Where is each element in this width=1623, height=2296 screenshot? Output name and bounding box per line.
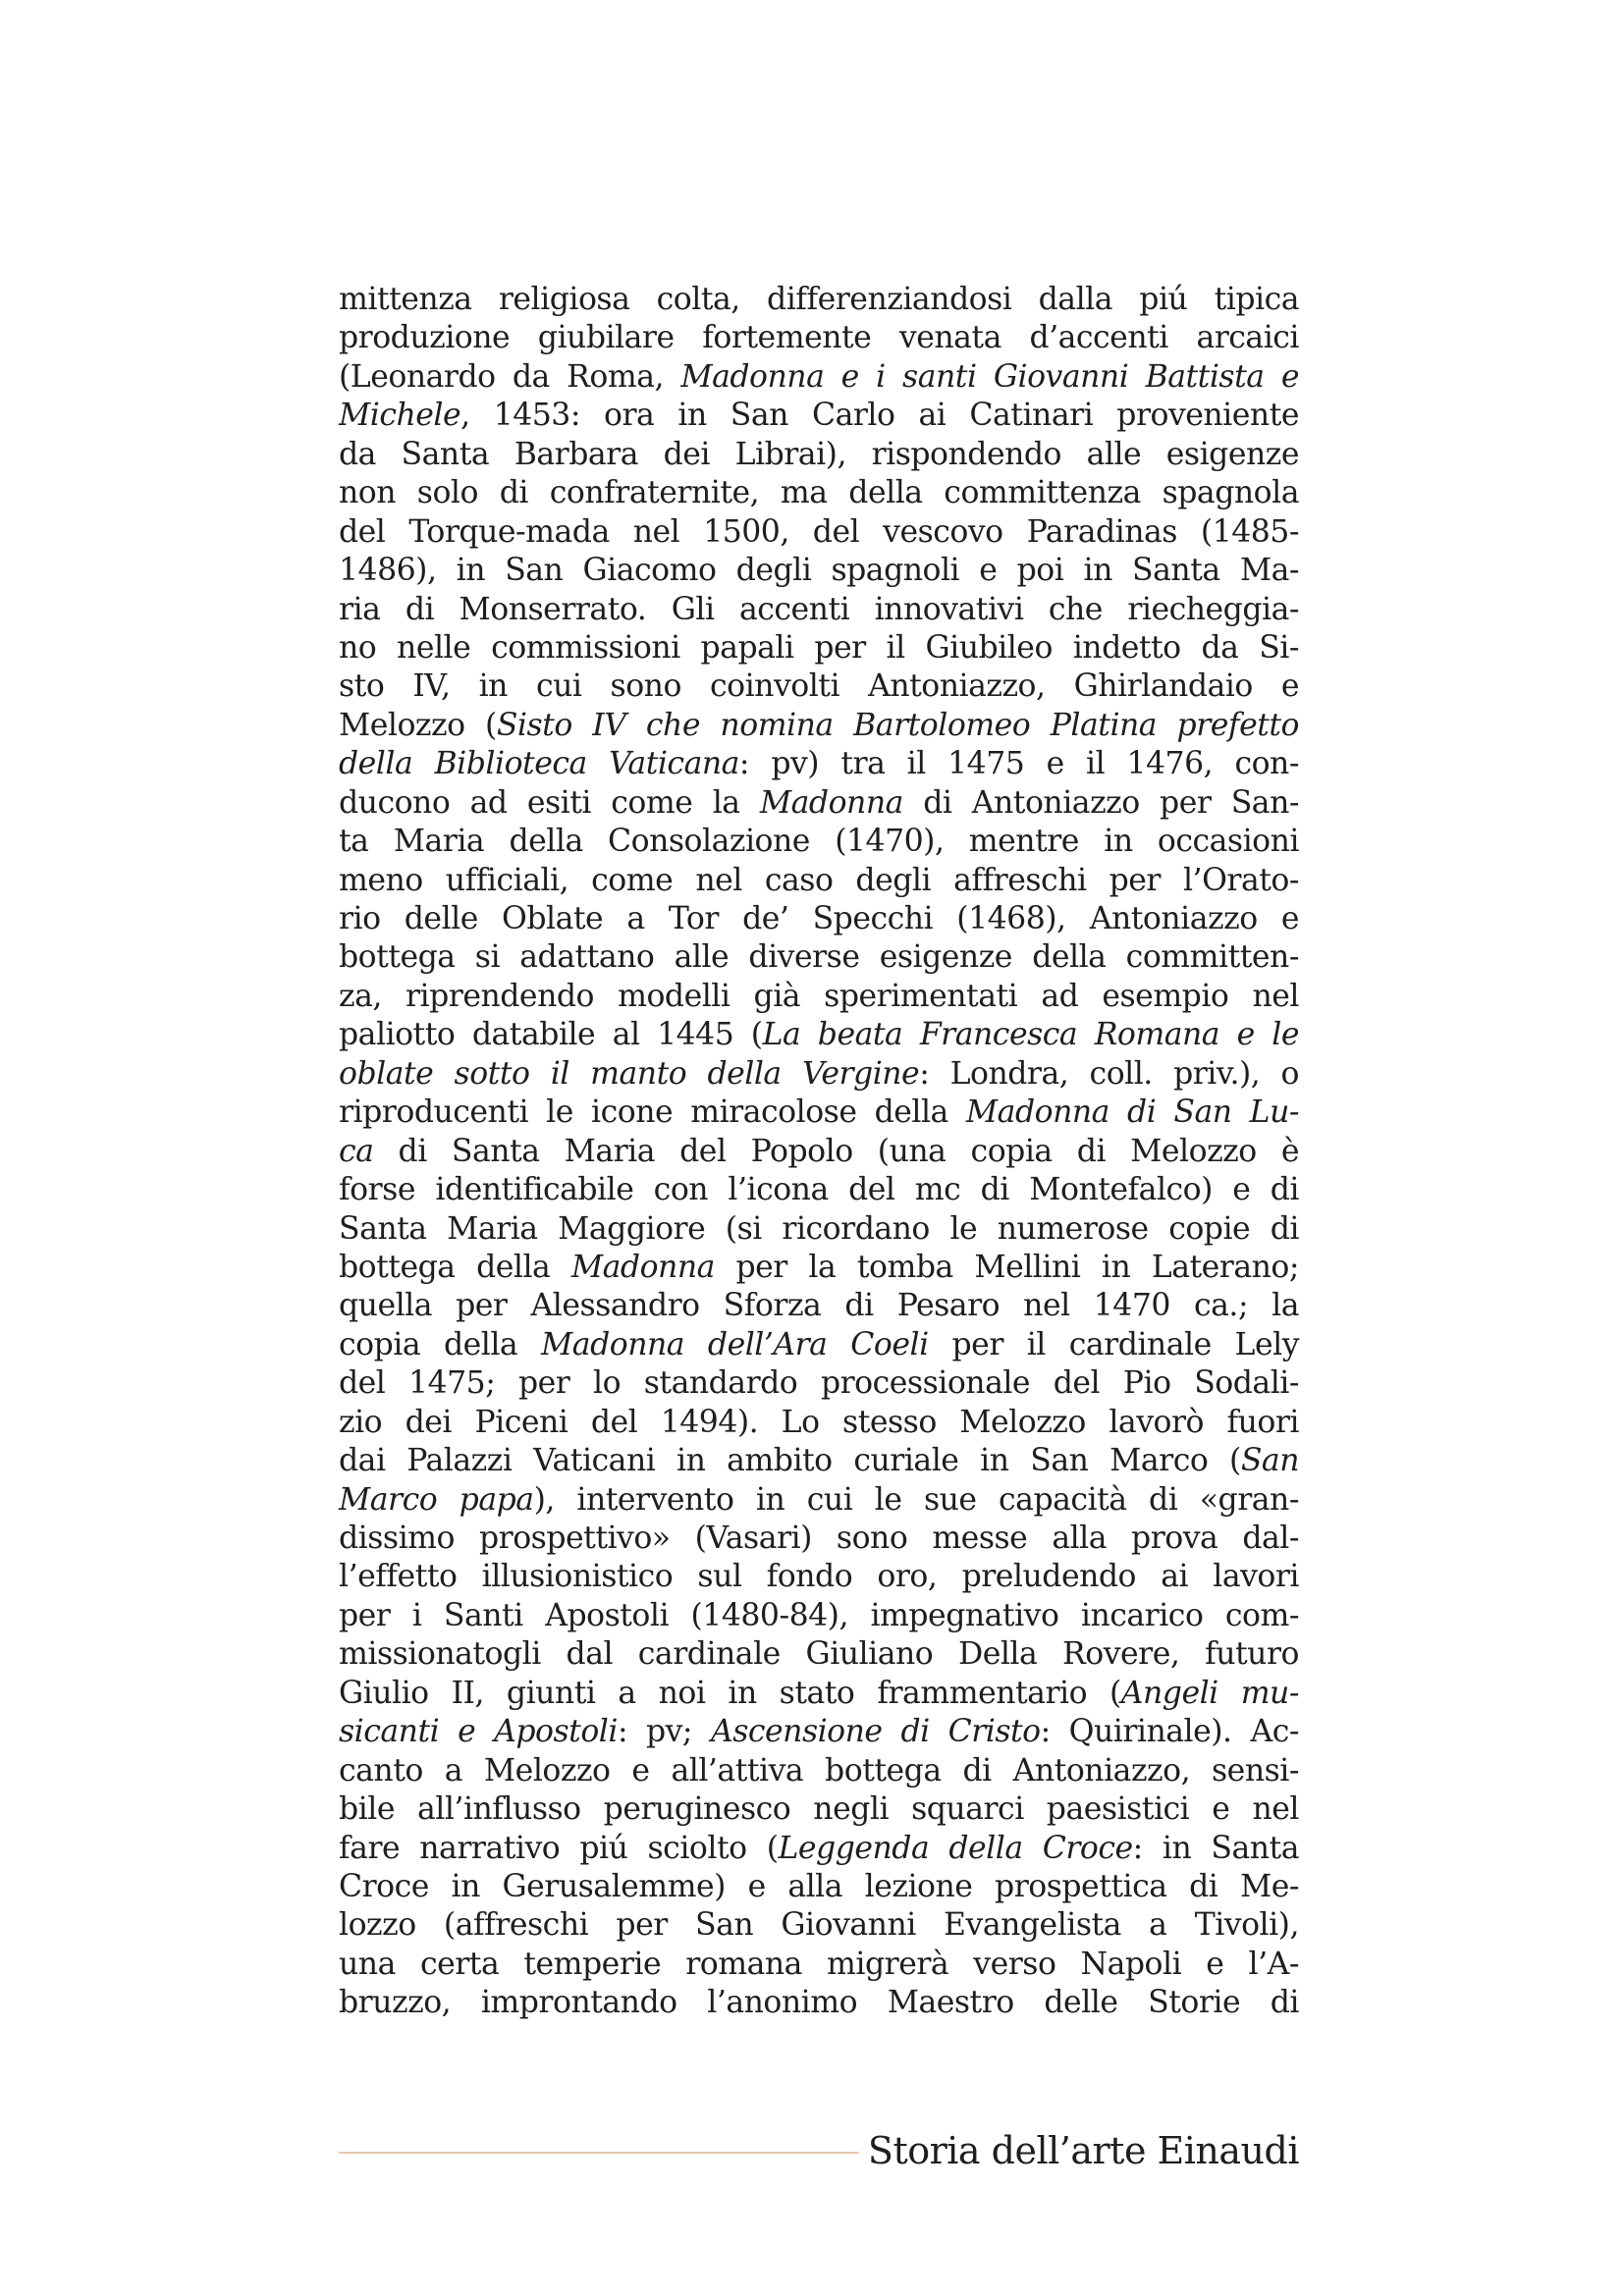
text-line — [339, 436, 1299, 474]
text-segment: za, riprendendo modelli già sperimentati ad esempio nel — [339, 978, 1299, 1014]
text-segment: sto IV, in cui sono coinvolti Antoniazzo, Ghirlandaio e — [339, 668, 1299, 705]
italic-segment: Leggenda della Croce — [778, 1830, 1133, 1866]
text-segment: ducono ad esiti come la — [339, 784, 760, 821]
text-line — [339, 1249, 1299, 1287]
italic-segment: Madonna — [570, 1249, 715, 1285]
text-segment: una certa temperie romana migrerà verso Napoli e l’A- — [339, 1946, 1299, 1982]
text-segment: di Antoniazzo per San- — [902, 784, 1300, 821]
text-segment: forse identificabile con l’icona del mc di Montefalco) e di — [339, 1172, 1299, 1208]
text-segment: bruzzo, improntando l’anonimo Maestro delle Storie di — [339, 1985, 1299, 2021]
text-line — [339, 1287, 1299, 1325]
text-line — [339, 397, 1299, 435]
text-segment: no nelle commissioni papali per il Giubileo indetto da Si- — [339, 629, 1299, 666]
footer-title: Storia dell’arte Einaudi — [867, 2129, 1299, 2172]
text-segment: di Santa Maria del Popolo (una copia di Melozzo è — [373, 1133, 1299, 1169]
text-segment: : Quirinale). Ac- — [1040, 1714, 1299, 1750]
text-segment: copia della — [339, 1326, 542, 1362]
text-line — [339, 358, 1299, 397]
text-line — [339, 1520, 1299, 1558]
text-line — [339, 1635, 1299, 1674]
text-segment: per i Santi Apostoli (1480-84), impegnativo incarico com- — [339, 1597, 1299, 1633]
italic-segment: Madonna dell’Ara Coeli — [541, 1326, 929, 1362]
text-line — [339, 1055, 1299, 1094]
text-line — [339, 281, 1299, 319]
text-line — [339, 319, 1299, 357]
text-line — [339, 591, 1299, 629]
text-segment: Croce in Gerusalemme) e alla lezione prospettica di Me- — [339, 1868, 1299, 1904]
text-line — [339, 667, 1299, 706]
text-segment: l’effetto illusionistico sul fondo oro, preludendo ai lavori — [339, 1559, 1299, 1595]
text-line — [339, 1558, 1299, 1596]
italic-segment: Ascensione di Cristo — [710, 1714, 1041, 1750]
text-line — [339, 1752, 1299, 1790]
text-line — [339, 938, 1299, 977]
text-line — [339, 1171, 1299, 1209]
italic-segment: sicanti e Apostoli — [339, 1714, 618, 1750]
text-line — [339, 1404, 1299, 1442]
text-segment: del Torque-mada nel 1500, del vescovo Paradinas (1485- — [339, 513, 1299, 550]
text-line — [339, 1946, 1299, 1984]
text-line — [339, 900, 1299, 938]
text-segment: meno ufficiali, come nel caso degli affreschi per l’Orato- — [339, 862, 1299, 898]
text-segment: missionatogli dal cardinale Giuliano Della Rovere, futuro — [339, 1636, 1299, 1673]
text-line — [339, 1597, 1299, 1635]
text-segment: : pv) tra il 1475 e il 1476, con- — [738, 746, 1299, 782]
text-segment: del 1475; per lo standardo processionale del Pio Sodali- — [339, 1365, 1299, 1402]
text-line — [339, 823, 1299, 861]
text-line — [339, 707, 1299, 745]
text-line — [339, 1984, 1299, 2022]
italic-segment: Madonna e i santi Giovanni Battista e — [680, 358, 1299, 395]
text-line — [339, 1364, 1299, 1403]
text-segment: (Leonardo da Roma, — [339, 358, 681, 395]
italic-segment: Angeli mu- — [1120, 1675, 1299, 1711]
text-line — [339, 1790, 1299, 1829]
text-segment: ta Maria della Consolazione (1470), mentre in occasioni — [339, 824, 1299, 860]
text-segment: Santa Maria Maggiore (si ricordano le numerose copie di — [339, 1210, 1299, 1247]
footer-rule — [339, 2152, 859, 2154]
text-line — [339, 513, 1299, 552]
text-segment: rio delle Oblate a Tor de’ Specchi (1468), Antoniazzo e — [339, 901, 1299, 936]
text-line — [339, 1830, 1299, 1868]
text-segment: dai Palazzi Vaticani in ambito curiale in San Marco ( — [339, 1443, 1241, 1479]
text-line — [339, 1442, 1299, 1480]
text-segment: paliotto databile al 1445 ( — [339, 1017, 763, 1053]
text-segment: bottega della — [339, 1249, 571, 1285]
text-line — [339, 1481, 1299, 1520]
text-line — [339, 784, 1299, 823]
italic-segment: oblate sotto il manto della Vergine — [339, 1055, 920, 1092]
text-line — [339, 1713, 1299, 1751]
text-line — [339, 629, 1299, 667]
italic-segment: ca — [339, 1133, 374, 1169]
text-line — [339, 474, 1299, 512]
text-line — [339, 1675, 1299, 1713]
text-line — [339, 1210, 1299, 1249]
text-line — [339, 1326, 1299, 1364]
italic-segment: Madonna di San Lu- — [965, 1095, 1299, 1131]
text-segment: quella per Alessandro Sforza di Pesaro nel 1470 ca.; la — [339, 1288, 1299, 1324]
text-line — [339, 1906, 1299, 1945]
text-segment: bile all’influsso peruginesco negli squarci paesistici e nel — [339, 1791, 1299, 1828]
text-segment: riproducenti le icone miracolose della — [339, 1095, 966, 1131]
body-text — [339, 281, 1299, 2023]
text-segment: produzione giubilare fortemente venata d’accenti arcaici — [339, 320, 1299, 356]
italic-segment: Michele — [339, 398, 461, 434]
text-line — [339, 862, 1299, 900]
text-segment: canto a Melozzo e all’attiva bottega di Antoniazzo, sensi- — [339, 1752, 1299, 1789]
text-segment: non solo di confraternite, ma della committenza spagnola — [339, 475, 1299, 511]
text-segment: per il cardinale Lely — [928, 1326, 1299, 1362]
text-segment: : pv; — [617, 1714, 711, 1750]
italic-segment: della Biblioteca Vaticana — [339, 746, 739, 782]
text-segment: : Londra, coll. priv.), o — [919, 1055, 1299, 1092]
text-segment: 1486), in San Giacomo degli spagnoli e poi in Santa Ma- — [339, 553, 1299, 589]
text-line — [339, 978, 1299, 1016]
text-segment: mittenza religiosa colta, differenziandosi dalla piú tipica — [339, 282, 1299, 317]
text-segment: ria di Monserrato. Gli accenti innovativi che riecheggia- — [339, 591, 1299, 627]
text-segment: dissimo prospettivo» (Vasari) sono messe alla prova dal- — [339, 1521, 1299, 1556]
text-line — [339, 552, 1299, 590]
text-segment: fare narrativo piú sciolto ( — [339, 1830, 779, 1866]
text-segment: bottega si adattano alle diverse esigenze della committen- — [339, 939, 1299, 976]
text-segment: ), intervento in cui le sue capacità di «gran- — [533, 1481, 1299, 1518]
text-line — [339, 745, 1299, 783]
text-segment: zio dei Piceni del 1494). Lo stesso Melozzo lavorò fuori — [339, 1404, 1299, 1440]
text-segment: lozzo (affreschi per San Giovanni Evangelista a Tivoli), — [339, 1907, 1299, 1944]
page-footer — [339, 2123, 1299, 2182]
text-line — [339, 1133, 1299, 1171]
text-segment: , 1453: ora in San Carlo ai Catinari proveniente — [460, 398, 1299, 434]
italic-segment: Sisto IV che nomina Bartolomeo Platina prefetto — [496, 707, 1299, 743]
italic-segment: Madonna — [759, 784, 903, 821]
text-segment: : in Santa — [1132, 1830, 1299, 1866]
text-line — [339, 1094, 1299, 1132]
text-segment: Melozzo ( — [339, 707, 497, 743]
text-line — [339, 1868, 1299, 1906]
text-line — [339, 1016, 1299, 1054]
italic-segment: San — [1240, 1443, 1299, 1479]
italic-segment: Marco papa — [339, 1481, 534, 1518]
italic-segment: La beata Francesca Romana e le — [762, 1017, 1299, 1053]
text-segment: Giulio II, giunti a noi in stato frammentario ( — [339, 1675, 1121, 1711]
text-segment: per la tomba Mellini in Laterano; — [714, 1249, 1299, 1285]
text-segment: da Santa Barbara dei Librai), rispondendo alle esigenze — [339, 436, 1299, 472]
